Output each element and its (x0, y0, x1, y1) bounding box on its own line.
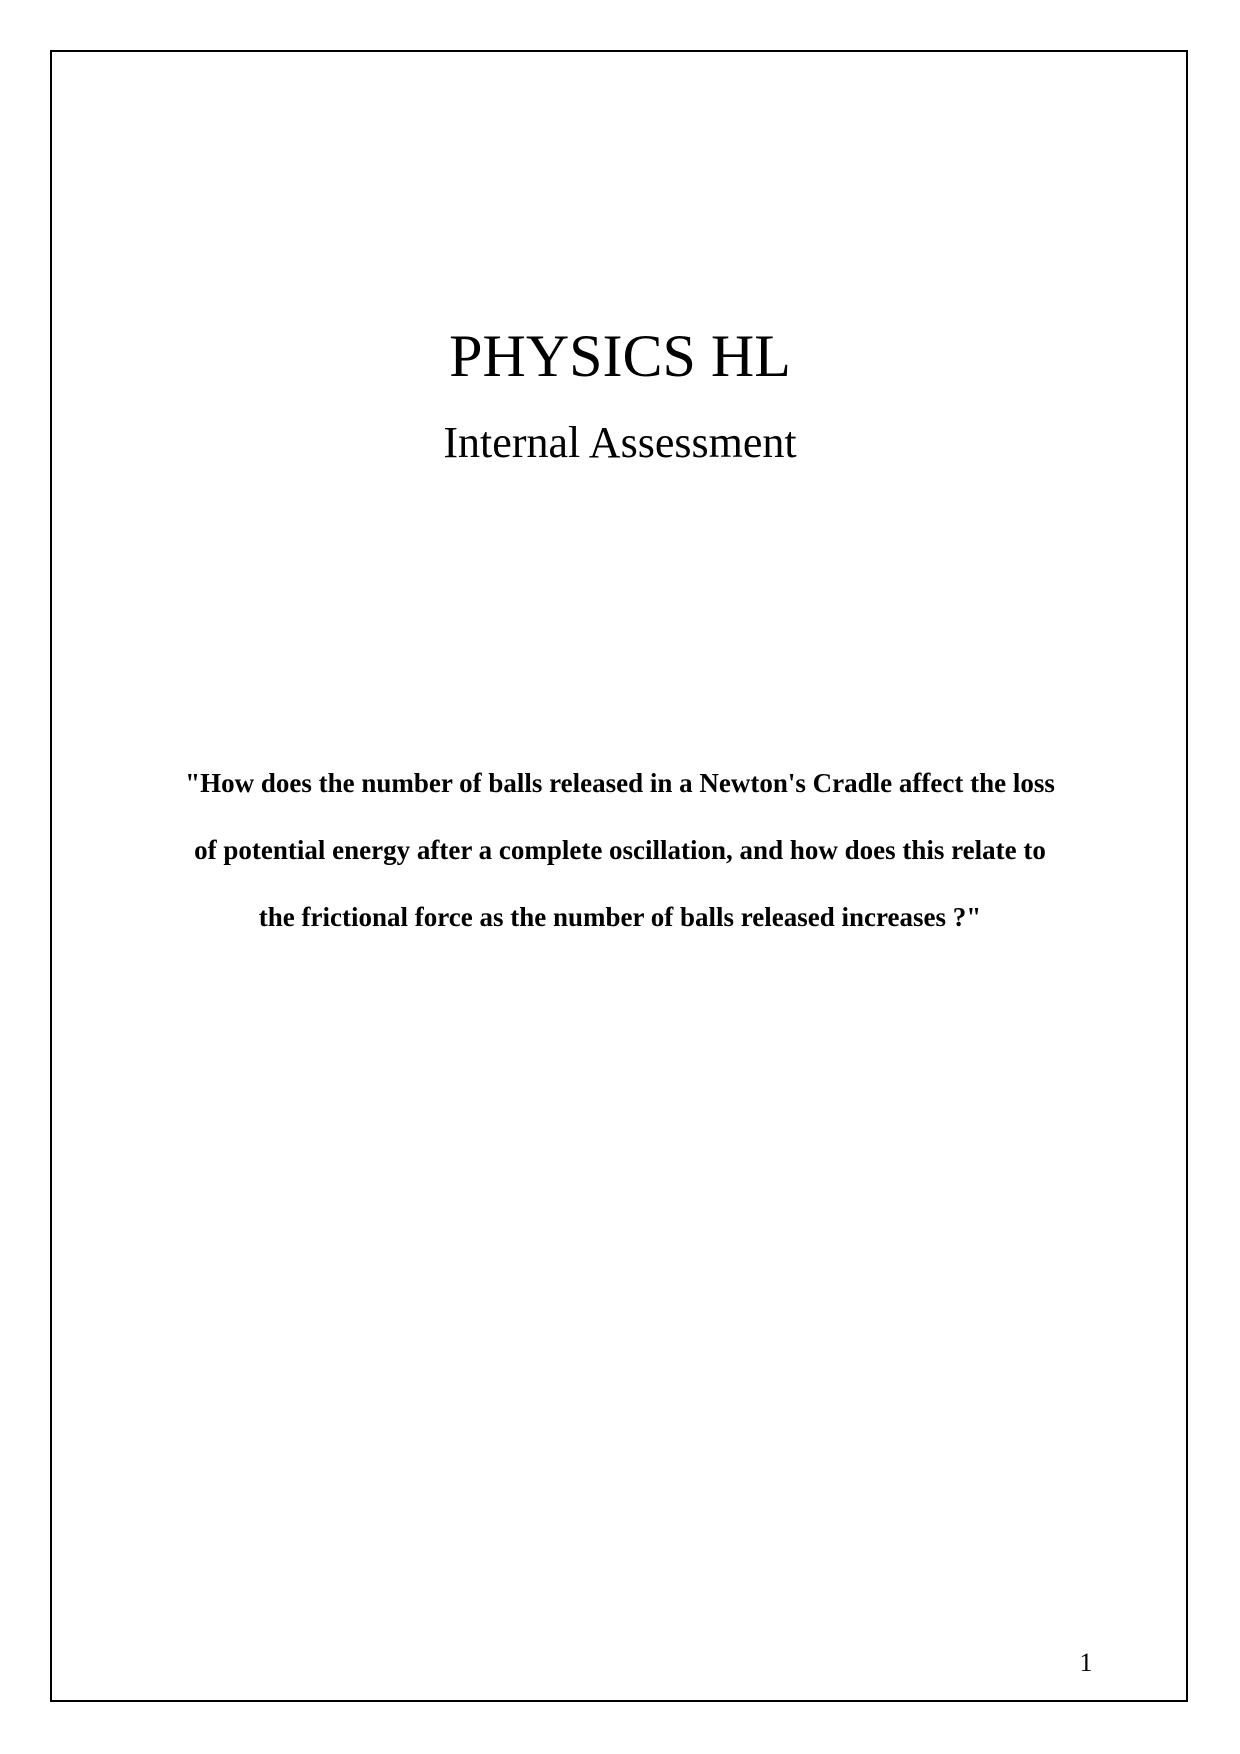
research-question-line: "How does the number of balls released in a Newton's Cradle affect the loss (185, 768, 1055, 798)
research-question-line: of potential energy after a complete oscillation, and how does this relate to (194, 835, 1046, 865)
research-question (120, 763, 1120, 964)
research-question-line: the frictional force as the number of balls released increases ?" (258, 902, 982, 932)
document-subtitle: Internal Assessment (443, 418, 797, 467)
document-title: PHYSICS HL (449, 323, 791, 389)
page-number: 1 (1079, 1648, 1093, 1677)
